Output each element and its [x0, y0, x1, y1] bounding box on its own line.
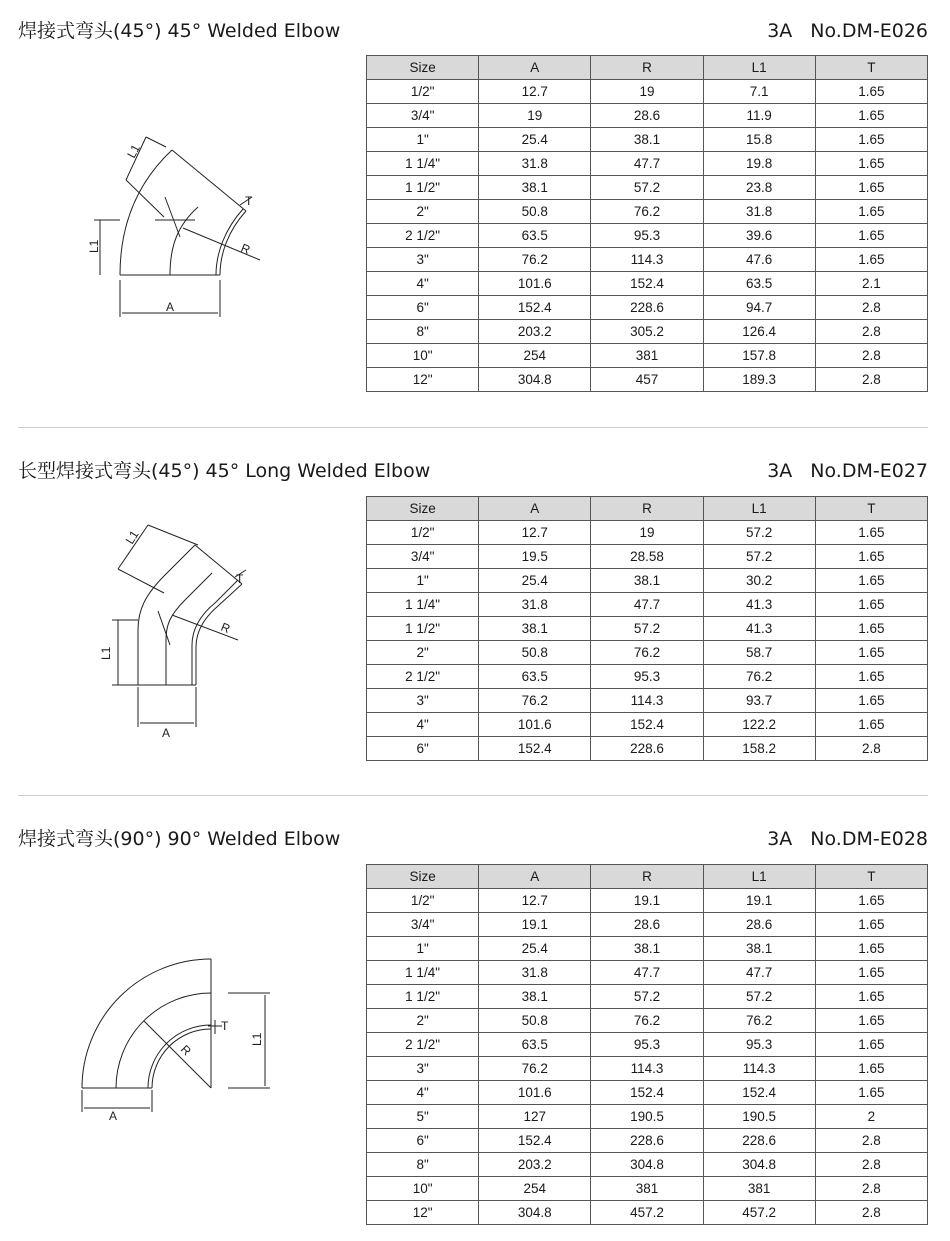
cell-a: 203.2: [479, 320, 591, 344]
cell-r: 228.6: [591, 1129, 703, 1153]
cell-size: 2": [367, 1009, 479, 1033]
cell-t: 1.65: [815, 665, 927, 689]
long-elbow-45-drawing: [90, 515, 270, 749]
cell-size: 2": [367, 200, 479, 224]
cell-l1: 15.8: [703, 128, 815, 152]
cell-r: 38.1: [591, 128, 703, 152]
cell-r: 114.3: [591, 1057, 703, 1081]
cell-l1: 381: [703, 1177, 815, 1201]
standard-label: 3A: [767, 828, 793, 850]
t-label: T: [236, 572, 244, 586]
cell-l1: 152.4: [703, 1081, 815, 1105]
header-a: A: [479, 497, 591, 521]
section-divider: [18, 427, 928, 428]
cell-t: 2.1: [815, 272, 927, 296]
table-row: [367, 617, 928, 641]
cell-r: 304.8: [591, 1153, 703, 1177]
cell-t: 1.65: [815, 985, 927, 1009]
cell-size: 1 1/4": [367, 593, 479, 617]
section-title: 焊接式弯头(90°) 90° Welded Elbow: [18, 828, 341, 850]
r-label: R: [218, 619, 233, 637]
cell-a: 127: [479, 1105, 591, 1129]
cell-size: 2 1/2": [367, 1033, 479, 1057]
cell-size: 3/4": [367, 545, 479, 569]
product-code: [767, 20, 928, 42]
cell-t: 1.65: [815, 1057, 927, 1081]
a-label: A: [109, 1109, 118, 1123]
long-elbow-45-svg: [90, 515, 270, 745]
cell-l1: 41.3: [703, 593, 815, 617]
l1-side-label: L1: [99, 646, 113, 660]
cell-a: 38.1: [479, 617, 591, 641]
cell-l1: 189.3: [703, 368, 815, 392]
cell-a: 19: [479, 104, 591, 128]
cell-size: 1/2": [367, 521, 479, 545]
cell-size: 12": [367, 1201, 479, 1225]
cell-t: 2.8: [815, 368, 927, 392]
cell-r: 28.58: [591, 545, 703, 569]
cell-r: 228.6: [591, 296, 703, 320]
cell-size: 1 1/4": [367, 961, 479, 985]
cell-l1: 76.2: [703, 1009, 815, 1033]
cell-r: 95.3: [591, 665, 703, 689]
cell-a: 254: [479, 344, 591, 368]
cell-l1: 93.7: [703, 689, 815, 713]
cell-t: 1.65: [815, 641, 927, 665]
cell-r: 95.3: [591, 1033, 703, 1057]
cell-a: 101.6: [479, 272, 591, 296]
cell-a: 19.1: [479, 913, 591, 937]
cell-r: 19: [591, 521, 703, 545]
cell-r: 457: [591, 368, 703, 392]
table-row: [367, 689, 928, 713]
cell-t: 1.65: [815, 200, 927, 224]
header-t: T: [815, 497, 927, 521]
cell-r: 305.2: [591, 320, 703, 344]
cell-r: 190.5: [591, 1105, 703, 1129]
cell-a: 12.7: [479, 80, 591, 104]
cell-l1: 94.7: [703, 296, 815, 320]
standard-label: 3A: [767, 20, 793, 42]
cell-r: 76.2: [591, 641, 703, 665]
cell-t: 1.65: [815, 1009, 927, 1033]
cell-a: 152.4: [479, 296, 591, 320]
section-title: 长型焊接式弯头(45°) 45° Long Welded Elbow: [18, 460, 431, 482]
cell-size: 3/4": [367, 913, 479, 937]
r-label: R: [177, 1042, 194, 1059]
table-row: [367, 985, 928, 1009]
cell-size: 1": [367, 569, 479, 593]
cell-r: 381: [591, 1177, 703, 1201]
cell-l1: 158.2: [703, 737, 815, 761]
cell-r: 457.2: [591, 1201, 703, 1225]
cell-size: 2": [367, 641, 479, 665]
cell-a: 101.6: [479, 1081, 591, 1105]
cell-size: 6": [367, 296, 479, 320]
cell-size: 1 1/4": [367, 152, 479, 176]
cell-t: 1.65: [815, 961, 927, 985]
cell-t: 1.65: [815, 104, 927, 128]
table-row: [367, 1081, 928, 1105]
cell-size: 2 1/2": [367, 665, 479, 689]
cell-t: 2.8: [815, 1129, 927, 1153]
table-row: [367, 200, 928, 224]
table-body: [367, 80, 928, 392]
cell-t: 1.65: [815, 176, 927, 200]
cell-r: 228.6: [591, 737, 703, 761]
l1-label: L1: [250, 1032, 264, 1046]
header-size: Size: [367, 865, 479, 889]
table-row: [367, 248, 928, 272]
product-number: No.DM-E027: [810, 460, 928, 482]
cell-l1: 7.1: [703, 80, 815, 104]
section-divider: [18, 795, 928, 796]
a-label: A: [162, 726, 171, 740]
elbow-90-svg: [70, 950, 280, 1130]
table-row: [367, 1057, 928, 1081]
header-t: T: [815, 865, 927, 889]
cell-t: 1.65: [815, 128, 927, 152]
cell-t: 1.65: [815, 224, 927, 248]
table-row: [367, 521, 928, 545]
header-size: Size: [367, 497, 479, 521]
cell-l1: 228.6: [703, 1129, 815, 1153]
cell-a: 31.8: [479, 152, 591, 176]
table-row: [367, 1009, 928, 1033]
cell-size: 10": [367, 344, 479, 368]
table-row: [367, 1129, 928, 1153]
cell-size: 1 1/2": [367, 617, 479, 641]
cell-t: 1.65: [815, 937, 927, 961]
header-t: T: [815, 56, 927, 80]
table-row: [367, 128, 928, 152]
cell-t: 1.65: [815, 913, 927, 937]
cell-l1: 57.2: [703, 545, 815, 569]
standard-label: 3A: [767, 460, 793, 482]
cell-t: 2.8: [815, 320, 927, 344]
table-row: [367, 713, 928, 737]
cell-l1: 58.7: [703, 641, 815, 665]
table-row: [367, 961, 928, 985]
t-label: T: [245, 194, 253, 208]
cell-a: 50.8: [479, 641, 591, 665]
cell-size: 8": [367, 320, 479, 344]
cell-l1: 39.6: [703, 224, 815, 248]
cell-l1: 76.2: [703, 665, 815, 689]
header-size: Size: [367, 56, 479, 80]
cell-a: 76.2: [479, 689, 591, 713]
cell-a: 50.8: [479, 1009, 591, 1033]
cell-l1: 23.8: [703, 176, 815, 200]
cell-t: 1.65: [815, 80, 927, 104]
cell-l1: 41.3: [703, 617, 815, 641]
table-row: [367, 1153, 928, 1177]
cell-r: 19.1: [591, 889, 703, 913]
table-header-row: [367, 865, 928, 889]
cell-l1: 95.3: [703, 1033, 815, 1057]
cell-l1: 122.2: [703, 713, 815, 737]
cell-r: 95.3: [591, 224, 703, 248]
cell-t: 1.65: [815, 1033, 927, 1057]
elbow-45-drawing: [80, 125, 280, 329]
cell-l1: 47.6: [703, 248, 815, 272]
table-row: [367, 569, 928, 593]
table-row: [367, 320, 928, 344]
header-a: A: [479, 56, 591, 80]
cell-size: 1 1/2": [367, 985, 479, 1009]
table-row: [367, 176, 928, 200]
table-row: [367, 1033, 928, 1057]
cell-t: 1.65: [815, 521, 927, 545]
cell-size: 3": [367, 689, 479, 713]
table-row: [367, 545, 928, 569]
cell-a: 50.8: [479, 200, 591, 224]
cell-size: 2 1/2": [367, 224, 479, 248]
cell-a: 76.2: [479, 1057, 591, 1081]
header-l1: L1: [703, 865, 815, 889]
cell-r: 38.1: [591, 569, 703, 593]
cell-l1: 304.8: [703, 1153, 815, 1177]
table-row: [367, 737, 928, 761]
r-label: R: [238, 240, 253, 258]
table-row: [367, 344, 928, 368]
cell-t: 1.65: [815, 889, 927, 913]
table-body: [367, 521, 928, 761]
cell-t: 1.65: [815, 152, 927, 176]
cell-a: 31.8: [479, 961, 591, 985]
cell-l1: 57.2: [703, 521, 815, 545]
cell-size: 1": [367, 128, 479, 152]
cell-t: 2: [815, 1105, 927, 1129]
cell-l1: 19.8: [703, 152, 815, 176]
cell-l1: 457.2: [703, 1201, 815, 1225]
cell-l1: 11.9: [703, 104, 815, 128]
cell-size: 3/4": [367, 104, 479, 128]
header-r: R: [591, 865, 703, 889]
cell-size: 5": [367, 1105, 479, 1129]
product-code: [767, 828, 928, 850]
cell-r: 152.4: [591, 713, 703, 737]
spec-table: [366, 55, 928, 392]
cell-size: 1/2": [367, 80, 479, 104]
table-row: [367, 104, 928, 128]
cell-l1: 47.7: [703, 961, 815, 985]
elbow-90-drawing: [70, 950, 280, 1134]
header-l1: L1: [703, 56, 815, 80]
header-a: A: [479, 865, 591, 889]
cell-l1: 190.5: [703, 1105, 815, 1129]
cell-size: 1/2": [367, 889, 479, 913]
table-body: [367, 889, 928, 1225]
cell-a: 304.8: [479, 368, 591, 392]
table-row: [367, 152, 928, 176]
t-label: T: [221, 1019, 229, 1033]
spec-table: [366, 864, 928, 1225]
table-row: [367, 296, 928, 320]
table-row: [367, 368, 928, 392]
cell-l1: 63.5: [703, 272, 815, 296]
table-row: [367, 1177, 928, 1201]
cell-r: 57.2: [591, 176, 703, 200]
cell-t: 1.65: [815, 689, 927, 713]
cell-t: 1.65: [815, 248, 927, 272]
cell-a: 304.8: [479, 1201, 591, 1225]
cell-r: 76.2: [591, 1009, 703, 1033]
cell-a: 152.4: [479, 737, 591, 761]
table-row: [367, 1105, 928, 1129]
cell-l1: 19.1: [703, 889, 815, 913]
cell-a: 152.4: [479, 1129, 591, 1153]
table-row: [367, 593, 928, 617]
cell-a: 254: [479, 1177, 591, 1201]
cell-t: 1.65: [815, 545, 927, 569]
header-l1: L1: [703, 497, 815, 521]
cell-r: 76.2: [591, 200, 703, 224]
cell-l1: 114.3: [703, 1057, 815, 1081]
l1-label: L1: [124, 142, 143, 161]
cell-size: 4": [367, 713, 479, 737]
product-number: No.DM-E026: [810, 20, 928, 42]
cell-a: 101.6: [479, 713, 591, 737]
product-number: No.DM-E028: [810, 828, 928, 850]
spec-table: [366, 496, 928, 761]
l1-side-label: L1: [87, 239, 101, 253]
cell-size: 12": [367, 368, 479, 392]
table-row: [367, 1201, 928, 1225]
cell-size: 1": [367, 937, 479, 961]
cell-size: 4": [367, 1081, 479, 1105]
table-row: [367, 913, 928, 937]
table-row: [367, 937, 928, 961]
cell-r: 47.7: [591, 152, 703, 176]
cell-r: 381: [591, 344, 703, 368]
cell-a: 31.8: [479, 593, 591, 617]
cell-t: 1.65: [815, 593, 927, 617]
cell-l1: 30.2: [703, 569, 815, 593]
cell-r: 47.7: [591, 593, 703, 617]
table-row: [367, 80, 928, 104]
cell-l1: 28.6: [703, 913, 815, 937]
cell-a: 38.1: [479, 985, 591, 1009]
cell-r: 57.2: [591, 617, 703, 641]
table-header-row: [367, 56, 928, 80]
cell-l1: 157.8: [703, 344, 815, 368]
table-row: [367, 641, 928, 665]
cell-l1: 38.1: [703, 937, 815, 961]
cell-t: 1.65: [815, 1081, 927, 1105]
elbow-45-svg: [80, 125, 280, 325]
cell-a: 19.5: [479, 545, 591, 569]
l1-label: L1: [122, 527, 142, 547]
cell-r: 47.7: [591, 961, 703, 985]
table-row: [367, 665, 928, 689]
cell-r: 114.3: [591, 248, 703, 272]
cell-l1: 31.8: [703, 200, 815, 224]
section-title: 焊接式弯头(45°) 45° Welded Elbow: [18, 20, 341, 42]
cell-r: 152.4: [591, 272, 703, 296]
table-row: [367, 272, 928, 296]
cell-a: 63.5: [479, 665, 591, 689]
cell-t: 1.65: [815, 569, 927, 593]
cell-t: 2.8: [815, 1177, 927, 1201]
cell-a: 63.5: [479, 1033, 591, 1057]
product-code: [767, 460, 928, 482]
cell-r: 57.2: [591, 985, 703, 1009]
cell-size: 8": [367, 1153, 479, 1177]
cell-size: 3": [367, 248, 479, 272]
cell-t: 2.8: [815, 737, 927, 761]
cell-r: 38.1: [591, 937, 703, 961]
cell-size: 6": [367, 1129, 479, 1153]
cell-a: 203.2: [479, 1153, 591, 1177]
cell-size: 10": [367, 1177, 479, 1201]
header-r: R: [591, 497, 703, 521]
table-row: [367, 889, 928, 913]
cell-a: 76.2: [479, 248, 591, 272]
cell-a: 12.7: [479, 889, 591, 913]
cell-size: 6": [367, 737, 479, 761]
cell-t: 2.8: [815, 344, 927, 368]
cell-a: 63.5: [479, 224, 591, 248]
table-header-row: [367, 497, 928, 521]
cell-l1: 126.4: [703, 320, 815, 344]
table-row: [367, 224, 928, 248]
cell-r: 28.6: [591, 913, 703, 937]
cell-size: 1 1/2": [367, 176, 479, 200]
cell-a: 38.1: [479, 176, 591, 200]
cell-t: 2.8: [815, 1201, 927, 1225]
cell-a: 25.4: [479, 937, 591, 961]
cell-t: 1.65: [815, 713, 927, 737]
a-label: A: [166, 300, 175, 314]
cell-r: 28.6: [591, 104, 703, 128]
cell-t: 2.8: [815, 1153, 927, 1177]
cell-t: 1.65: [815, 617, 927, 641]
cell-r: 114.3: [591, 689, 703, 713]
cell-r: 152.4: [591, 1081, 703, 1105]
header-r: R: [591, 56, 703, 80]
cell-l1: 57.2: [703, 985, 815, 1009]
cell-a: 12.7: [479, 521, 591, 545]
cell-a: 25.4: [479, 569, 591, 593]
cell-a: 25.4: [479, 128, 591, 152]
cell-size: 3": [367, 1057, 479, 1081]
cell-t: 2.8: [815, 296, 927, 320]
cell-r: 19: [591, 80, 703, 104]
cell-size: 4": [367, 272, 479, 296]
